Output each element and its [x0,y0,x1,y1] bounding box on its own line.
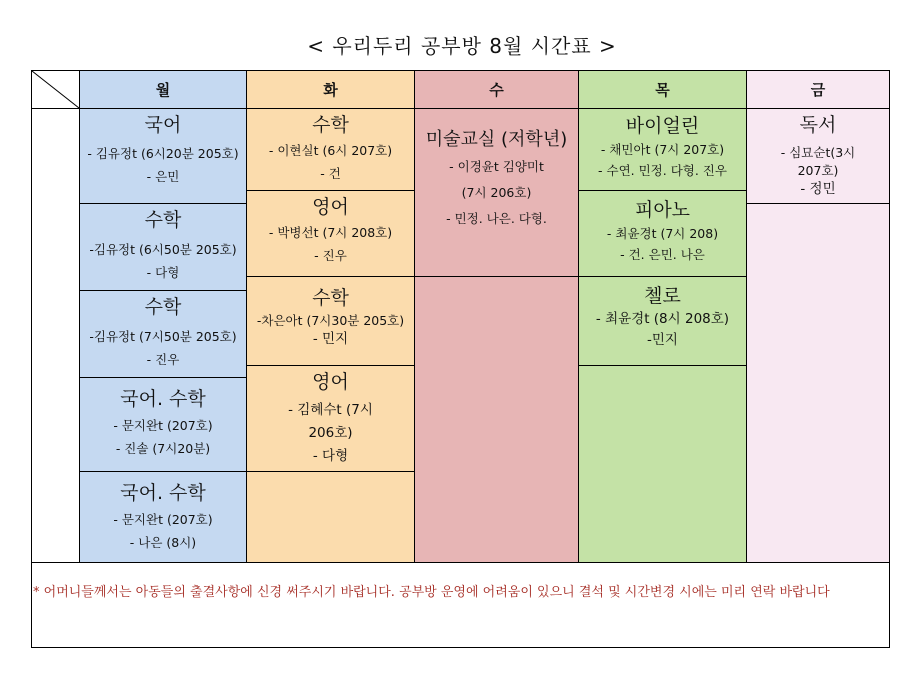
teacher: - 최윤경t (7시 208) [606,226,719,241]
teacher: - 김혜수t (7시 [288,402,373,418]
students: - 민정. 나은. 다형. [446,211,547,226]
students: - 민지 [312,331,349,347]
teacher: - 박병선t (7시 208호) [268,225,393,240]
attendance-note: * 어머니들께서는 아동들의 출결사항에 신경 써주시기 바랍니다. 공부방 운영에 어려움이 있으니 결석 및 시간변경 시에는 미리 연락 바랍니다 [33,585,830,600]
subject: 수학 [144,209,182,231]
fri-class-1 [746,108,890,204]
students: - 건. 은민. 나은 [620,247,705,262]
page-title: < 우리두리 공부방 8월 시간표 > [307,34,617,58]
tue-empty [246,471,415,563]
mon-class-4 [79,377,247,472]
thu-empty [578,365,747,563]
subject: 수학 [312,287,349,309]
teacher-room: 206호) [308,425,353,441]
teacher: - 김유정t (6시20분 205호) [87,146,239,161]
teacher: -차은아t (7시30분 205호) [256,313,405,328]
students: - 진우 [146,352,180,367]
subject: 독서 [799,114,837,136]
students: - 진우 [314,248,347,263]
day-header-fri: 금 [746,70,890,109]
mon-class-5 [79,471,247,563]
teacher-room: (7시 206호) [461,185,532,200]
fri-empty [746,203,890,563]
subject: 영어 [312,371,349,393]
teacher: - 이경윤t 김양미t [449,159,544,174]
teacher: - 심묘순t(3시 [780,145,856,160]
mon-class-1 [79,108,247,204]
subject: 바이얼린 [625,115,700,137]
subject: 국어. 수학 [120,482,206,504]
corner-cell [31,70,80,109]
day-header-mon: 월 [79,70,247,109]
students: - 은민 [146,169,180,184]
teacher: - 최윤경t (8시 208호) [595,311,730,327]
subject: 미술교실 (저학년) [425,129,568,150]
day-header-tue: 화 [246,70,415,109]
tue-class-2 [246,190,415,277]
thu-class-1 [578,108,747,191]
teacher: - 문지완t (207호) [113,418,213,433]
students: - 수연. 민정. 다형. 진우 [598,163,727,178]
teacher-room: 207호) [797,163,839,178]
teacher: -김유정t (7시50분 205호) [89,329,237,344]
subject: 국어. 수학 [120,388,206,410]
day-header-thu: 목 [578,70,747,109]
teacher: - 이현실t (6시 207호) [268,143,393,158]
subject: 수학 [144,296,182,318]
students: - 진솔 (7시20분) [115,441,211,456]
students: -민지 [647,332,678,348]
teacher: - 문지완t (207호) [113,512,213,527]
time-column [31,108,80,563]
teacher: -김유정t (6시50분 205호) [89,242,237,257]
thu-class-3 [578,276,747,366]
students: - 다형 [146,265,180,280]
wed-empty [414,276,579,563]
mon-class-2 [79,203,247,291]
subject: 피아노 [634,199,691,221]
subject: 수학 [312,114,349,136]
day-header-wed: 수 [414,70,579,109]
mon-class-3 [79,290,247,378]
tue-class-4 [246,365,415,472]
tue-class-1 [246,108,415,191]
subject: 영어 [312,196,349,218]
students: - 다형 [312,448,349,464]
students: - 나은 (8시) [129,535,197,550]
students: - 건 [320,166,341,181]
tue-class-3 [246,276,415,366]
wed-class-1 [414,108,579,277]
teacher: - 채민아t (7시 207호) [600,142,725,157]
students: - 정민 [800,181,836,197]
subject: 첼로 [644,285,681,307]
thu-class-2 [578,190,747,277]
subject: 국어 [144,114,182,136]
